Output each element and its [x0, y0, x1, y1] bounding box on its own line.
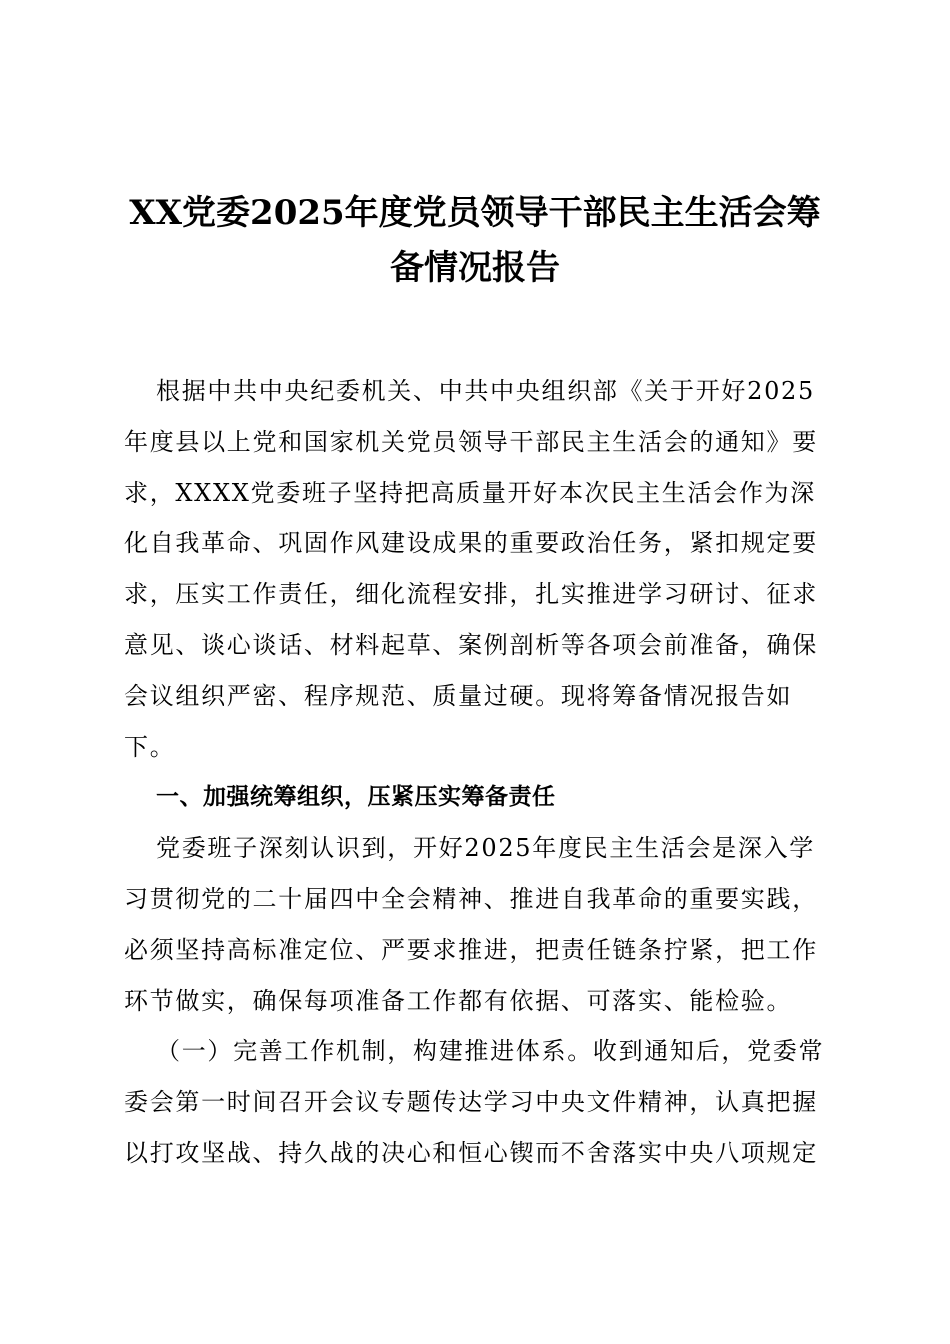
section-1-paragraph-2: （一）完善工作机制，构建推进体系。收到通知后，党委常委会第一时间召开会议专题传达学习中央文件精神，认真把握以打攻坚战、持久战的决心和恒心锲而不舍落实中央八项规定: [124, 1037, 825, 1167]
section-1-heading: 一、加强统筹组织，压紧压实筹备责任: [156, 784, 556, 811]
title-line-1: XX党委2025年度党员领导干部民主生活会筹: [129, 193, 821, 233]
document-title: [110, 186, 840, 296]
document-body: [124, 366, 830, 1179]
section-1-paragraph-1: 党委班子深刻认识到，开好2025年度民主生活会是深入学习贯彻党的二十届四中全会精神、推进自我革命的重要实践，必须坚持高标准定位、严要求推进，把责任链条拧紧，把工作环节做实，确保每项准备工作都有依据、可落实、能检验。: [124, 834, 818, 1015]
intro-paragraph: 根据中共中央纪委机关、中共中央组织部《关于开好2025年度县以上党和国家机关党员领导干部民主生活会的通知》要求，XXXX党委班子坚持把高质量开好本次民主生活会作为深化自我革命、巩固作风建设成果的重要政治任务，紧扣规定要求，压实工作责任，细化流程安排，扎实推进学习研讨、征求意见、谈心谈话、材料起草、案例剖析等各项会前准备，确保会议组织严密、程序规范、质量过硬。现将筹备情况报告如下。: [124, 377, 818, 761]
title-line-2: 备情况报告: [390, 248, 560, 288]
